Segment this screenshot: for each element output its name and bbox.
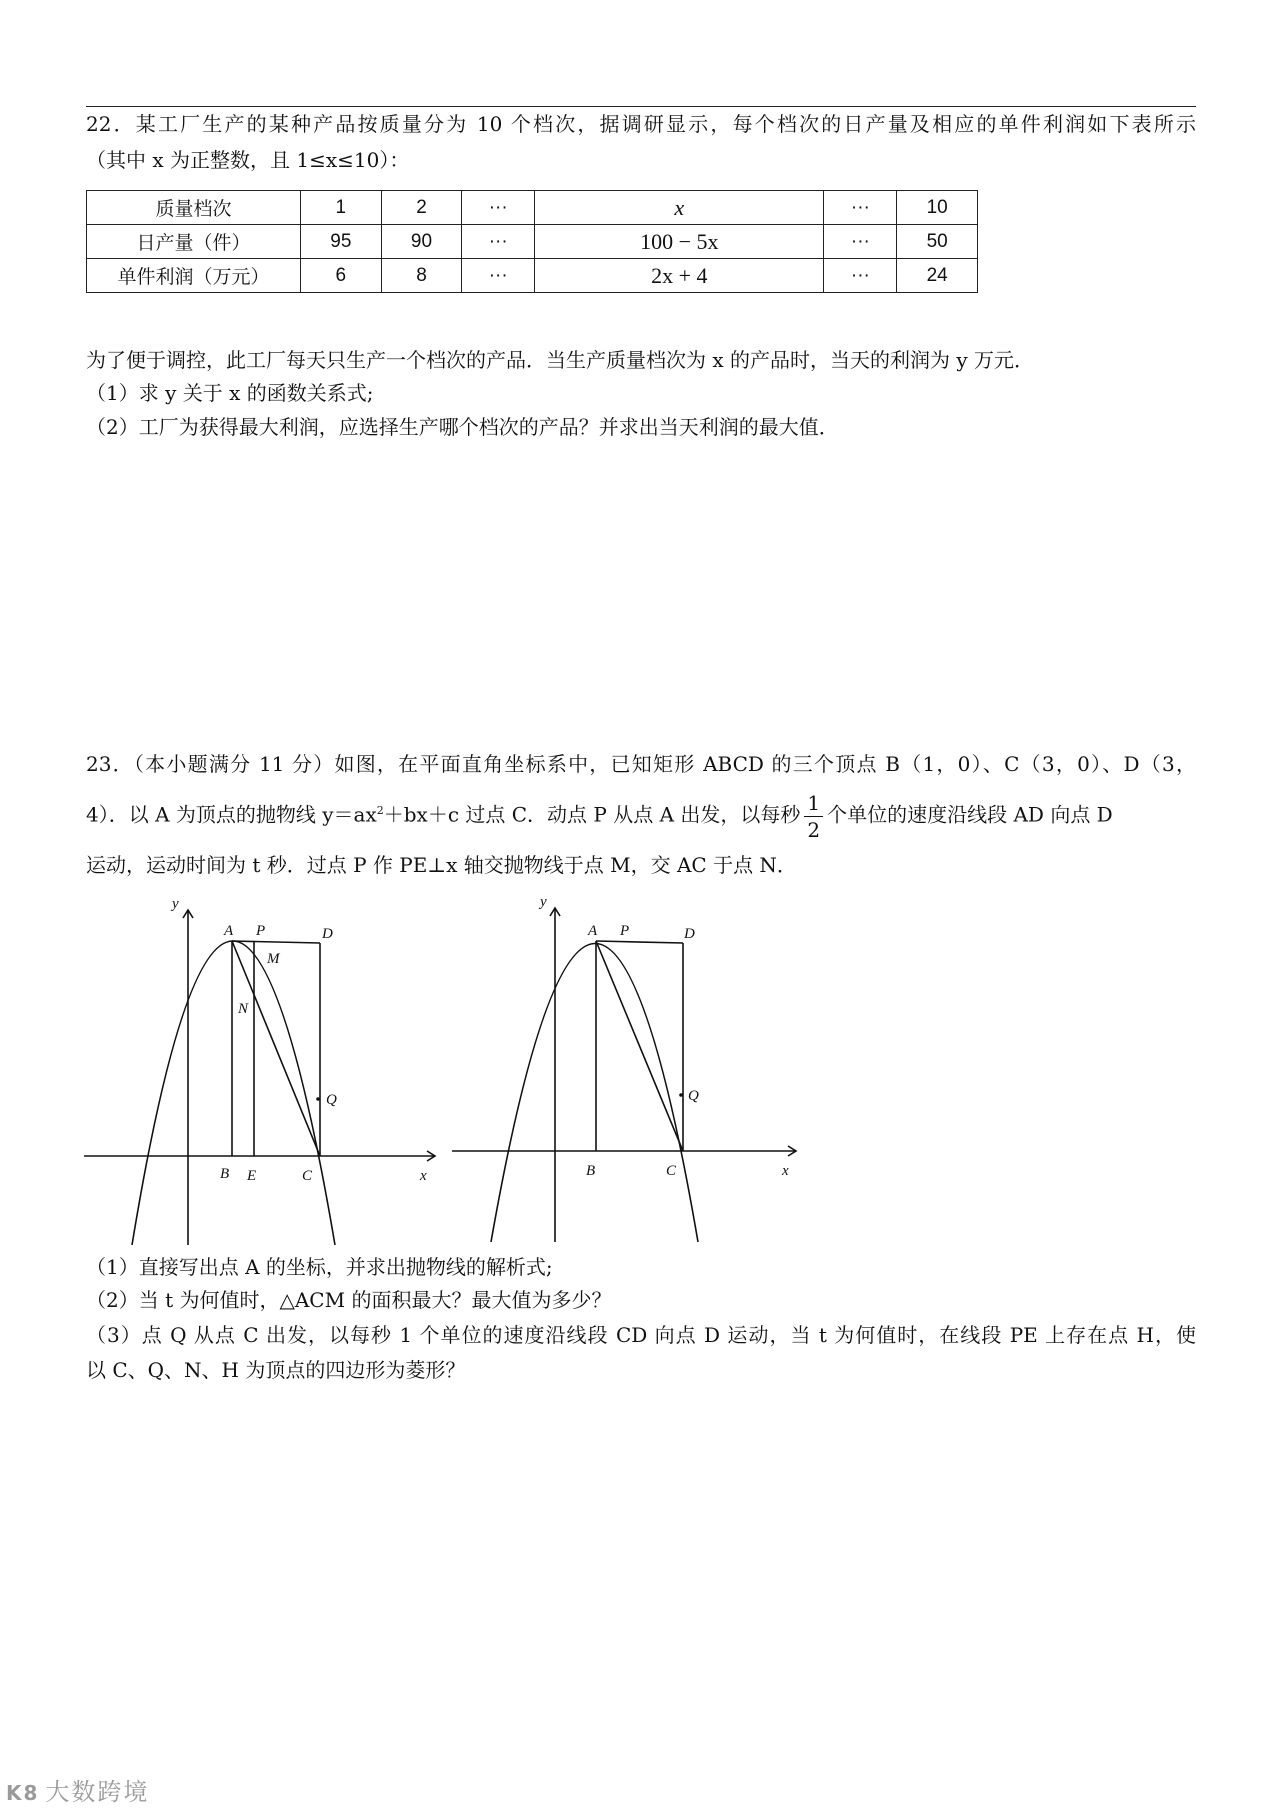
point-q <box>316 1097 320 1101</box>
fraction-one-half <box>804 790 823 842</box>
exponent: 2 <box>376 804 384 817</box>
parabola <box>132 941 335 1245</box>
label-a: A <box>588 923 598 939</box>
table-cell: ··· <box>462 191 535 225</box>
table-cell: 100 − 5x <box>535 225 824 259</box>
row-label: 日产量（件） <box>87 225 301 259</box>
row-label: 单件利润（万元） <box>87 259 301 293</box>
q23-part-3-line-2: 以 C、Q、N、H 为顶点的四边形为菱形？ <box>86 1358 466 1382</box>
segment-ac <box>232 941 320 1156</box>
label-n: N <box>238 1001 249 1017</box>
label-q: Q <box>688 1088 699 1104</box>
segment-ad <box>596 941 683 943</box>
label-m: M <box>267 951 280 967</box>
top-rule <box>86 106 1196 107</box>
label-c: C <box>666 1163 677 1179</box>
label-b: B <box>586 1163 596 1179</box>
q23-part-3-line-1: （3）点 Q 从点 C 出发，以每秒 1 个单位的速度沿线段 CD 向点 D 运动，当 t 为何值时，在线段 PE 上存在点 H，使 <box>86 1323 1196 1347</box>
fraction-numerator: 1 <box>804 793 823 817</box>
table-cell: ··· <box>824 259 897 293</box>
q23-part-2: （2）当 t 为何值时，△ACM 的面积最大？最大值为多少？ <box>86 1288 612 1312</box>
q23-line-3: 运动，运动时间为 t 秒．过点 P 作 PE⊥x 轴交抛物线于点 M，交 AC 于点 N． <box>86 853 797 877</box>
table-cell: ··· <box>462 225 535 259</box>
table-cell: ··· <box>824 191 897 225</box>
q22-part-1: （1）求 y 关于 x 的函数关系式; <box>86 381 374 405</box>
segment-ad <box>232 941 320 943</box>
label-e: E <box>247 1168 257 1184</box>
table-cell: 50 <box>897 225 978 259</box>
point-q <box>679 1093 683 1097</box>
label-y: y <box>172 896 179 912</box>
q23-line-2-c: 个单位的速度沿线段 AD 向点 D <box>827 802 1113 827</box>
q23-part-1: （1）直接写出点 A 的坐标，并求出抛物线的解析式; <box>86 1255 553 1279</box>
row-label: 质量档次 <box>87 191 301 225</box>
figure-1 <box>80 890 450 1250</box>
table-cell: ··· <box>462 259 535 293</box>
q22-table <box>86 190 978 293</box>
table-cell: 24 <box>897 259 978 293</box>
q22-line-2: （其中 x 为正整数，且 1≤x≤10）： <box>86 148 410 172</box>
label-x: x <box>420 1168 427 1184</box>
figure-2 <box>448 890 818 1250</box>
label-p: P <box>256 923 266 939</box>
label-x: x <box>782 1163 789 1179</box>
q23-line-2 <box>86 786 1113 840</box>
label-a: A <box>224 923 234 939</box>
parabola <box>491 944 698 1243</box>
table-row <box>87 259 978 293</box>
q22-line-1: 22．某工厂生产的某种产品按质量分为 10 个档次，据调研显示，每个档次的日产量及相应的单件利润如下表所示 <box>86 112 1196 136</box>
label-c: C <box>302 1168 313 1184</box>
table-cell: 6 <box>301 259 382 293</box>
table-cell: 2x + 4 <box>535 259 824 293</box>
label-y: y <box>540 894 547 910</box>
q22-part-2: （2）工厂为获得最大利润，应选择生产哪个档次的产品？并求出当天利润的最大值． <box>86 415 839 439</box>
segment-ac <box>596 941 683 1151</box>
table-cell: 8 <box>381 259 462 293</box>
label-p: P <box>620 923 630 939</box>
table-cell: ··· <box>824 225 897 259</box>
table-cell: 10 <box>897 191 978 225</box>
table-cell: x <box>535 191 824 225</box>
fraction-denominator: 2 <box>807 817 821 842</box>
table-row <box>87 225 978 259</box>
q22-intro: 为了便于调控，此工厂每天只生产一个档次的产品．当生产质量档次为 x 的产品时，当天的利润为 y 万元． <box>86 348 1035 372</box>
table-cell: 95 <box>301 225 382 259</box>
label-b: B <box>220 1166 230 1182</box>
label-d: D <box>684 926 695 942</box>
q23-line-1: 23．（本小题满分 11 分）如图，在平面直角坐标系中，已知矩形 ABCD 的三个顶点 B（1，0）、C（3，0）、D（3， <box>86 752 1196 776</box>
table-cell: 1 <box>301 191 382 225</box>
q23-line-2-b: ＋bx＋c 过点 C．动点 P 从点 A 出发，以每秒 <box>383 802 801 827</box>
watermark-text: 大数跨境 <box>45 1778 150 1806</box>
q23-line-2-a: 4）．以 A 为顶点的抛物线 y＝ax <box>86 802 377 827</box>
table-row <box>87 191 978 225</box>
label-q: Q <box>326 1092 337 1108</box>
watermark-logo-icon: K8 <box>6 1781 40 1805</box>
table-cell: 90 <box>381 225 462 259</box>
label-d: D <box>322 926 333 942</box>
table-cell: 2 <box>381 191 462 225</box>
watermark <box>6 1772 149 1807</box>
